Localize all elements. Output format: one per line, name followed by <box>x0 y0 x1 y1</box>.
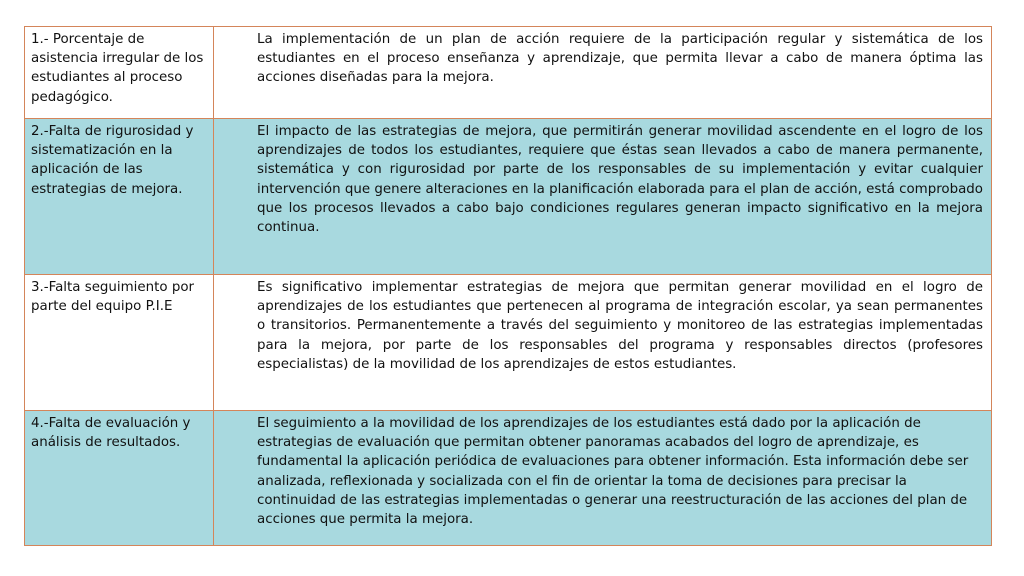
table-row <box>25 119 992 275</box>
description-cell <box>214 119 992 275</box>
problem-cell <box>25 119 214 275</box>
problem-label: 3.-Falta seguimiento por parte del equipo P.I.E <box>31 280 195 315</box>
problem-cell <box>25 411 214 546</box>
table-row <box>25 275 992 411</box>
problem-cell <box>25 27 214 119</box>
table-row <box>25 411 992 546</box>
problem-cell <box>25 275 214 411</box>
table-row <box>25 27 992 119</box>
description-text: La implementación de un plan de acción requiere de la participación regular y sistemática de los estudiantes en el proceso enseñanza y aprendizaje, que permita llevar a cabo de manera óptima las acciones diseñadas para la mejora. <box>257 32 983 86</box>
description-cell <box>214 27 992 119</box>
problem-label: 1.- Porcentaje de asistencia irregular de los estudiantes al proceso pedagógico. <box>31 32 204 105</box>
description-text: El impacto de las estrategias de mejora, que permitirán generar movilidad ascendente en el logro de los aprendizajes de todos los estudiantes, requiere que éstas sean llevados a cabo de manera permanente, sistemática y con rigurosidad por parte de los responsables de su implementación y evitar cualquier intervención que genere alteraciones en la planificación elaborada para el plan de acción, está comprobado que los procesos llevados a cabo bajo condiciones regulares generan impacto significativo en la mejora continua. <box>257 124 983 236</box>
description-cell <box>214 411 992 546</box>
problem-label: 4.-Falta de evaluación y análisis de resultados. <box>31 416 191 451</box>
action-plan-table <box>24 26 992 546</box>
problem-label: 2.-Falta de rigurosidad y sistematización en la aplicación de las estrategias de mejora. <box>31 124 194 197</box>
description-cell <box>214 275 992 411</box>
description-text: Es significativo implementar estrategias de mejora que permitan generar movilidad en el logro de aprendizajes de los estudiantes que pertenecen al programa de integración escolar, ya sean permanentes o transitorios. Permanentemente a través del seguimiento y monitoreo de las estrategias implementadas para la mejora, por parte de los responsables del programa y responsables directos (profesores especialistas) de la movilidad de los aprendizajes de estos estudiantes. <box>257 280 983 372</box>
description-text: El seguimiento a la movilidad de los aprendizajes de los estudiantes está dado por la aplicación de estrategias de evaluación que permitan obtener panoramas acabados del logro de aprendizaje, es fundamental la aplicación periódica de evaluaciones para obtener información. Esta información debe ser analizada, reflexionada y socializada con el fin de orientar la toma de decisiones para precisar la continuidad de las estrategias implementadas o generar una reestructuración de las acciones del plan de acciones que permita la mejora. <box>257 416 969 528</box>
